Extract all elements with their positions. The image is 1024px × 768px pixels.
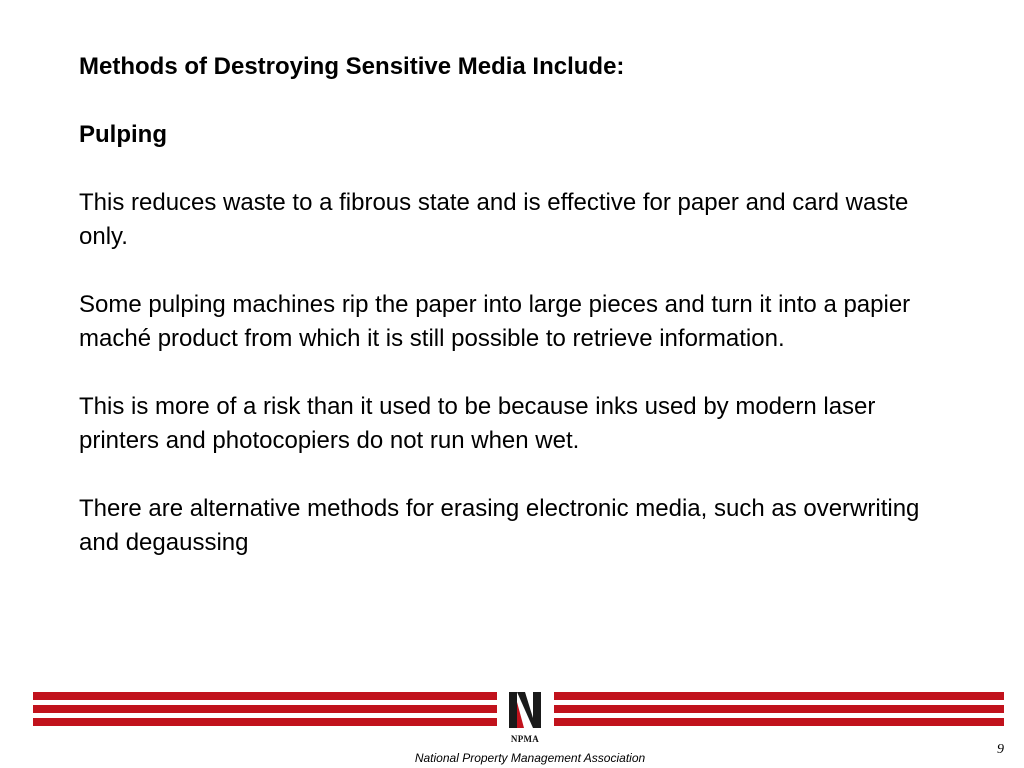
stripe-right-top bbox=[554, 692, 1004, 700]
organization-name: National Property Management Association bbox=[414, 751, 646, 765]
paragraph-1: This reduces waste to a fibrous state and is effective for paper and card waste only. bbox=[79, 189, 909, 250]
stripe-left-middle bbox=[33, 705, 497, 713]
logo-text: NPMA bbox=[510, 734, 540, 744]
slide-heading: Methods of Destroying Sensitive Media Include: bbox=[79, 53, 625, 80]
npma-logo-icon bbox=[500, 688, 550, 732]
stripe-right-bottom bbox=[554, 718, 1004, 726]
paragraph-2: Some pulping machines rip the paper into large pieces and turn it into a papier maché product from which it is still possible to retrieve information. bbox=[79, 291, 911, 352]
paragraph-4: There are alternative methods for erasing electronic media, such as overwriting and degaussing bbox=[79, 495, 920, 556]
section-title: Pulping bbox=[79, 121, 167, 148]
npma-logo bbox=[500, 688, 550, 744]
stripe-left-top bbox=[33, 692, 497, 700]
paragraph-3: This is more of a risk than it used to be because inks used by modern laser printers and photocopiers do not run when wet. bbox=[79, 393, 876, 454]
stripe-left-bottom bbox=[33, 718, 497, 726]
page-number: 9 bbox=[997, 742, 1004, 757]
slide-content bbox=[79, 50, 959, 560]
stripe-right-middle bbox=[554, 705, 1004, 713]
